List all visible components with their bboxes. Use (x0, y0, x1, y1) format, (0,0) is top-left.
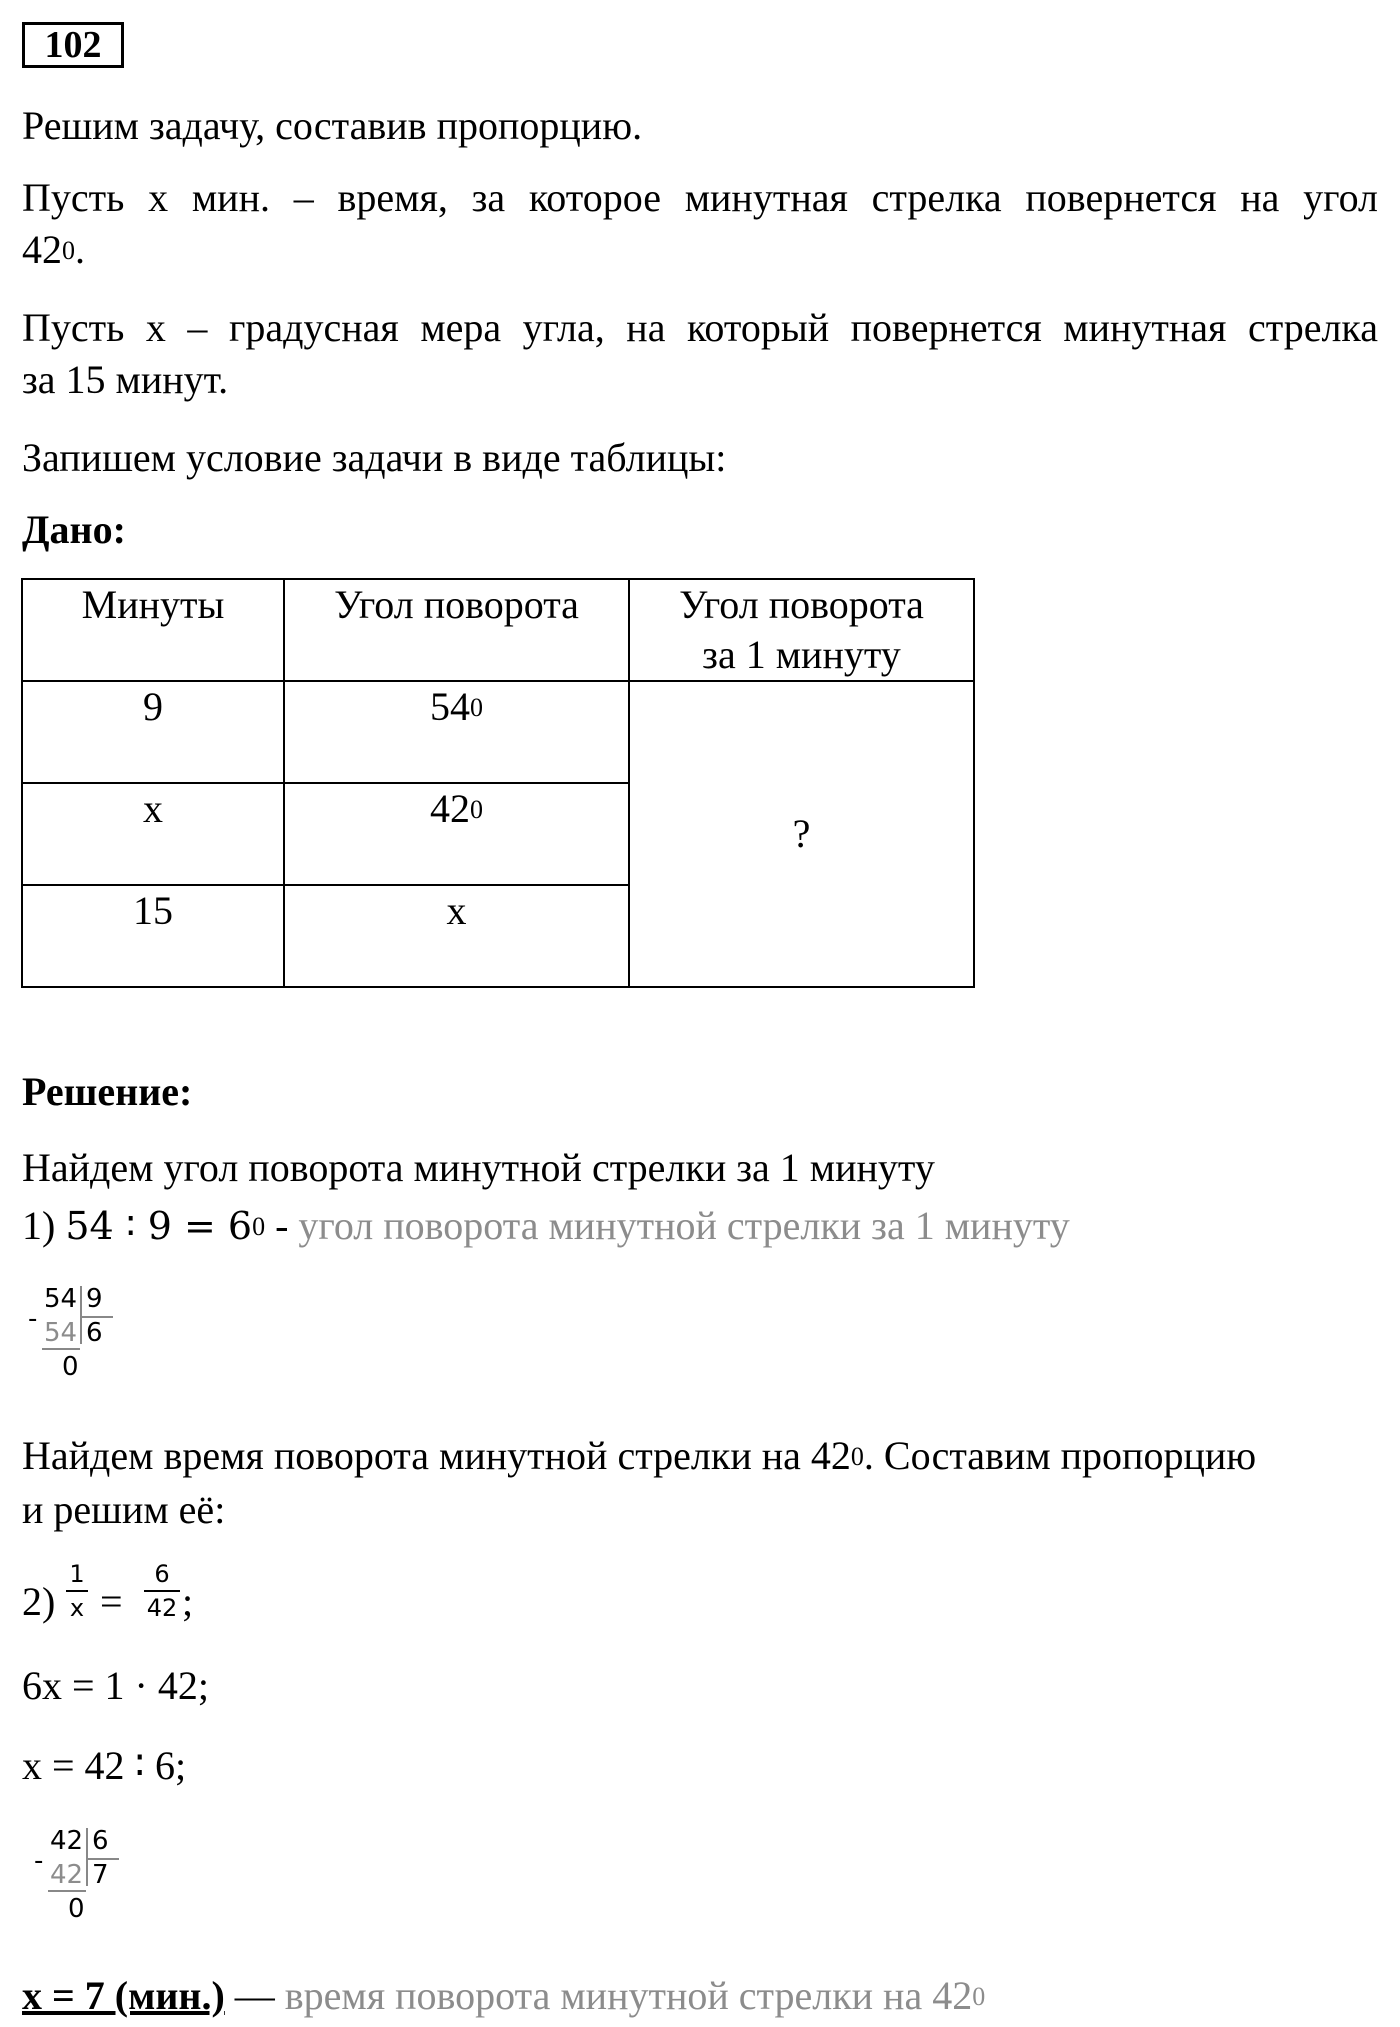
let2-line1: Пусть х – градусная мера угла, на который повернется минутная стрелка (22, 305, 1378, 350)
let1-line1: Пусть х мин. – время, за которое минутная стрелка повернется на угол (22, 175, 1378, 220)
answer-value: х = 7 (мин.) (22, 1973, 225, 2018)
cell-unknown: ? (629, 681, 974, 987)
fraction-1-over-x: 1 х (66, 1560, 88, 1622)
table-intro: Запишем условие задачи в виде таблицы: (22, 435, 727, 480)
task-number: 102 (22, 22, 124, 68)
cell-angle: х (284, 885, 629, 987)
table-header-row (22, 579, 974, 681)
header-minutes: Минуты (22, 579, 284, 681)
intro-text: Решим задачу, составив пропорцию. (22, 103, 643, 148)
long-division-1: 54 9 - 54 6 0 (28, 1282, 128, 1402)
header-angle: Угол поворота (284, 579, 629, 681)
step1-comment: угол поворота минутной стрелки за 1 минуту (298, 1203, 1070, 1248)
step2-intro-line2: и решим её: (22, 1487, 226, 1532)
cell-angle: $54^0$ (284, 681, 629, 783)
given-table (21, 578, 975, 988)
let2-line2: за 15 минут. (22, 357, 229, 402)
step2-semicolon: ; (182, 1579, 194, 1624)
step1-intro: Найдем угол поворота минутной стрелки за 1 минуту (22, 1145, 935, 1190)
cell-angle: $42^0$ (284, 783, 629, 885)
step1-line: 1) 54 ∶ $9 = 6^0$ - угол поворота минутной стрелки за 1 минуту (22, 1203, 1070, 1248)
equation-2: х = 42 ∶ 6; (22, 1743, 187, 1788)
step2-equals: = (100, 1579, 123, 1624)
equation-1: 6х = 1 · 42; (22, 1663, 209, 1708)
cell-minutes: 9 (22, 681, 284, 783)
cell-minutes: х (22, 783, 284, 885)
table-row (22, 681, 974, 783)
solution-heading: Решение: (22, 1069, 193, 1114)
let1-line2: $42^0$. (22, 227, 85, 272)
step2-intro-line1: Найдем время поворота минутной стрелки на $42^0$. Составим пропорцию (22, 1433, 1257, 1478)
long-division-2: 42 6 - 42 7 0 (34, 1824, 134, 1944)
step2-prefix: 2) (22, 1579, 56, 1624)
fraction-6-over-42: 6 42 (144, 1560, 180, 1622)
answer-comment: время поворота минутной стрелки на $42^0$ (284, 1973, 986, 2018)
header-angle-per-minute: Угол поворота за 1 минуту (629, 579, 974, 681)
given-heading: Дано: (22, 507, 126, 552)
cell-minutes: 15 (22, 885, 284, 987)
answer-line: х = 7 (мин.) — время поворота минутной стрелки на $42^0$ (22, 1973, 986, 2018)
